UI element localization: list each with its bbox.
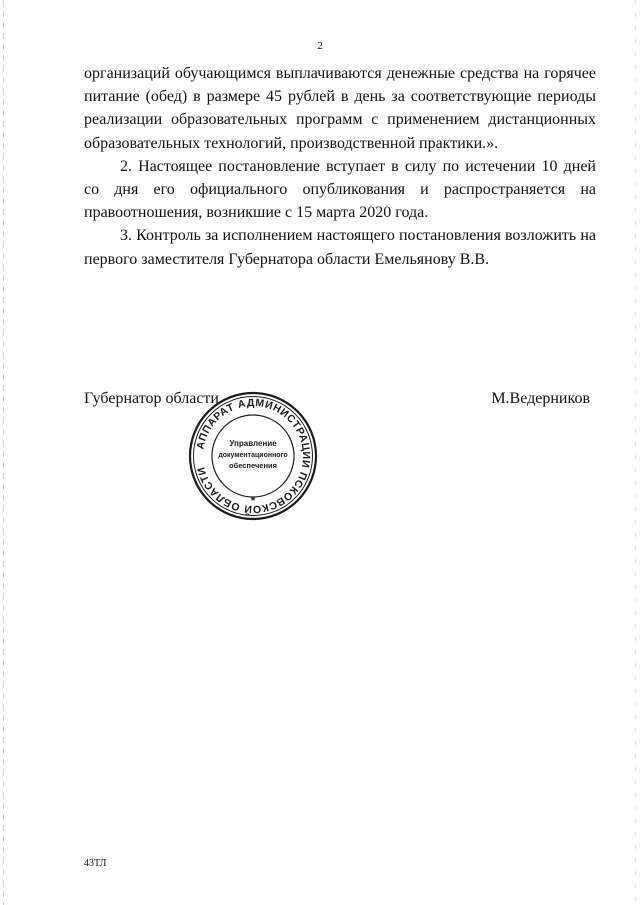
seal-center-line-1: Управление (229, 439, 277, 448)
signatory-position: Губернатор области (84, 390, 219, 407)
paragraph-effective-date: 2. Настоящее постановление вступает в силу по истечении 10 дней со дня его официального опубликования и распространяется на правоотношения, возникшие с 15 марта 2020 года. (84, 157, 596, 222)
footer-code: 43ТЛ (84, 858, 107, 869)
scan-edge-right (635, 0, 636, 905)
signatory-name: М.Ведерников (491, 390, 590, 407)
seal-star-icon: * (250, 495, 256, 507)
paragraph-continuation: организаций обучающимся выплачиваются денежные средства на горячее питание (обед) в размере 45 рублей в день за соответствующие периоды реализации образовательных программ с применением дистанционных образовательных технологий, производственной практики.». (84, 65, 596, 152)
document-body (84, 62, 596, 271)
page-number: 2 (317, 40, 323, 52)
paragraph-control: 3. Контроль за исполнением настоящего постановления возложить на первого заместителя Губернатора области Емельянову В.В. (84, 227, 596, 268)
seal-center-line-2: документационного (218, 452, 288, 459)
official-seal (187, 390, 319, 522)
scan-edge-left (3, 0, 4, 905)
seal-ring-text: АППАРАТ АДМИНИСТРАЦИИ ПСКОВСКОЙ ОБЛАСТИ (194, 396, 313, 516)
seal-center-line-3: обеспечения (228, 461, 278, 470)
